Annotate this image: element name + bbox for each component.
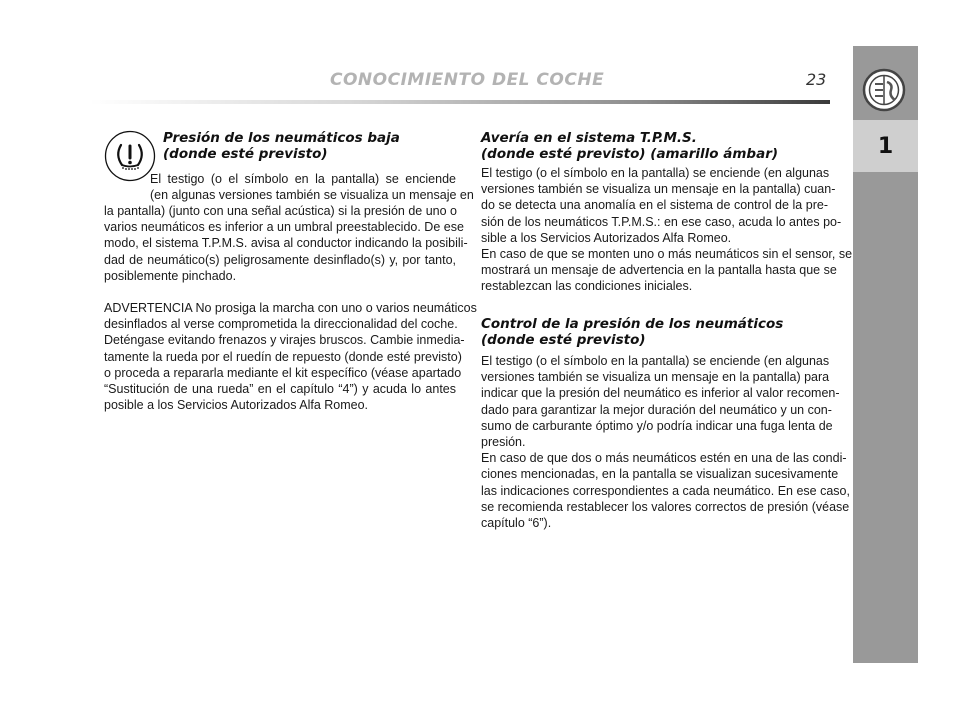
text-line: sible a los Servicios Autorizados Alfa Romeo. (481, 230, 732, 245)
text-line: la pantalla) (junto con una señal acústica) si la presión de uno o (104, 204, 457, 218)
section-heading-pressure-control (481, 316, 783, 348)
page-header-title: CONOCIMIENTO DEL COCHE (330, 70, 605, 90)
text-line: las indicaciones correspondientes a cada neumático. En ese caso, (481, 483, 850, 498)
chapter-number-box: 1 (853, 120, 918, 172)
text-line: “Sustitución de una rueda” en el capítulo “4”) y acuda lo antes (104, 382, 456, 397)
text-line: posiblemente pinchado. (104, 268, 237, 283)
text-line: indicar que la presión del neumático es inferior al valor recomen- (481, 386, 840, 401)
text-line: desinflados al verse comprometida la direccionalidad del coche. (104, 317, 458, 332)
pressure-control-paragraph (481, 353, 850, 531)
alfa-romeo-logo-icon (862, 68, 906, 112)
text-line: o proceda a repararla mediante el kit específico (véase apartado (104, 365, 462, 380)
heading-line: Control de la presión de los neumáticos (481, 316, 784, 332)
text-line: se recomienda restablecer los valores correctos de presión (véase (481, 499, 850, 514)
section-heading-tpms-failure (481, 130, 778, 162)
text-line: versiones también se visualiza un mensaje en la pantalla) para (481, 370, 830, 385)
heading-line: (donde esté previsto) (163, 146, 328, 162)
text-line: do se detecta una anomalía en el sistema de control de la pre- (481, 198, 828, 213)
text-line: ADVERTENCIA No prosiga la marcha con uno o varios neumáticos (104, 301, 477, 315)
header-rule (90, 100, 830, 104)
heading-line: (donde esté previsto) (amarillo ámbar) (481, 146, 779, 162)
text-line: El testigo (o el símbolo en la pantalla) se enciende (en algunas (481, 166, 830, 180)
text-line: posible a los Servicios Autorizados Alfa Romeo. (104, 398, 369, 413)
text-line: El testigo (o el símbolo en la pantalla) se enciende (en algunas (481, 354, 830, 368)
intro-paragraph (150, 171, 474, 203)
text-line: presión. (481, 435, 526, 450)
text-line: restablezcan las condiciones iniciales. (481, 279, 693, 294)
text-line: varios neumáticos es inferior a un umbral preestablecido. De ese (104, 220, 464, 235)
text-line: modo, el sistema T.P.M.S. avisa al conductor indicando la posibili- (104, 236, 468, 251)
tire-pressure-warning-icon (104, 130, 156, 182)
text-line: El testigo (o el símbolo en la pantalla) se enciende (150, 172, 456, 186)
text-line: sión de los neumáticos T.P.M.S.: en ese caso, acuda lo antes po- (481, 214, 842, 229)
section-heading-low-pressure (163, 130, 400, 162)
heading-line: Presión de los neumáticos baja (163, 130, 400, 146)
body-paragraph (104, 203, 468, 284)
text-line: dado para garantizar la mejor duración del neumático y un con- (481, 402, 832, 417)
text-line: mostrará un mensaje de advertencia en la pantalla hasta que se (481, 263, 837, 278)
text-line: ciones mencionadas, en la pantalla se visualizan sucesivamente (481, 467, 839, 482)
text-line: dad de neumático(s) peligrosamente desinflado(s) y, por tanto, (104, 252, 456, 267)
text-line: Deténgase evitando frenazos y virajes bruscos. Cambie inmedia- (104, 333, 465, 348)
text-line: tamente la rueda por el ruedín de repuesto (donde esté previsto) (104, 349, 462, 364)
text-line: En caso de que se monten uno o más neumáticos sin el sensor, se (481, 247, 853, 262)
warning-paragraph (104, 300, 477, 413)
heading-line: (donde esté previsto) (481, 332, 646, 348)
tpms-failure-paragraph (481, 165, 853, 295)
heading-line: Avería en el sistema T.P.M.S. (481, 130, 697, 146)
text-line: capítulo “6”). (481, 516, 552, 531)
text-line: versiones también se visualiza un mensaje en la pantalla) cuan- (481, 182, 836, 197)
text-line: sumo de carburante óptimo y/o podría indicar una fuga lenta de (481, 418, 833, 433)
text-line: (en algunas versiones también se visualiza un mensaje en (150, 188, 474, 203)
text-line: En caso de que dos o más neumáticos estén en una de las condi- (481, 451, 847, 466)
page-number: 23 (806, 70, 827, 89)
